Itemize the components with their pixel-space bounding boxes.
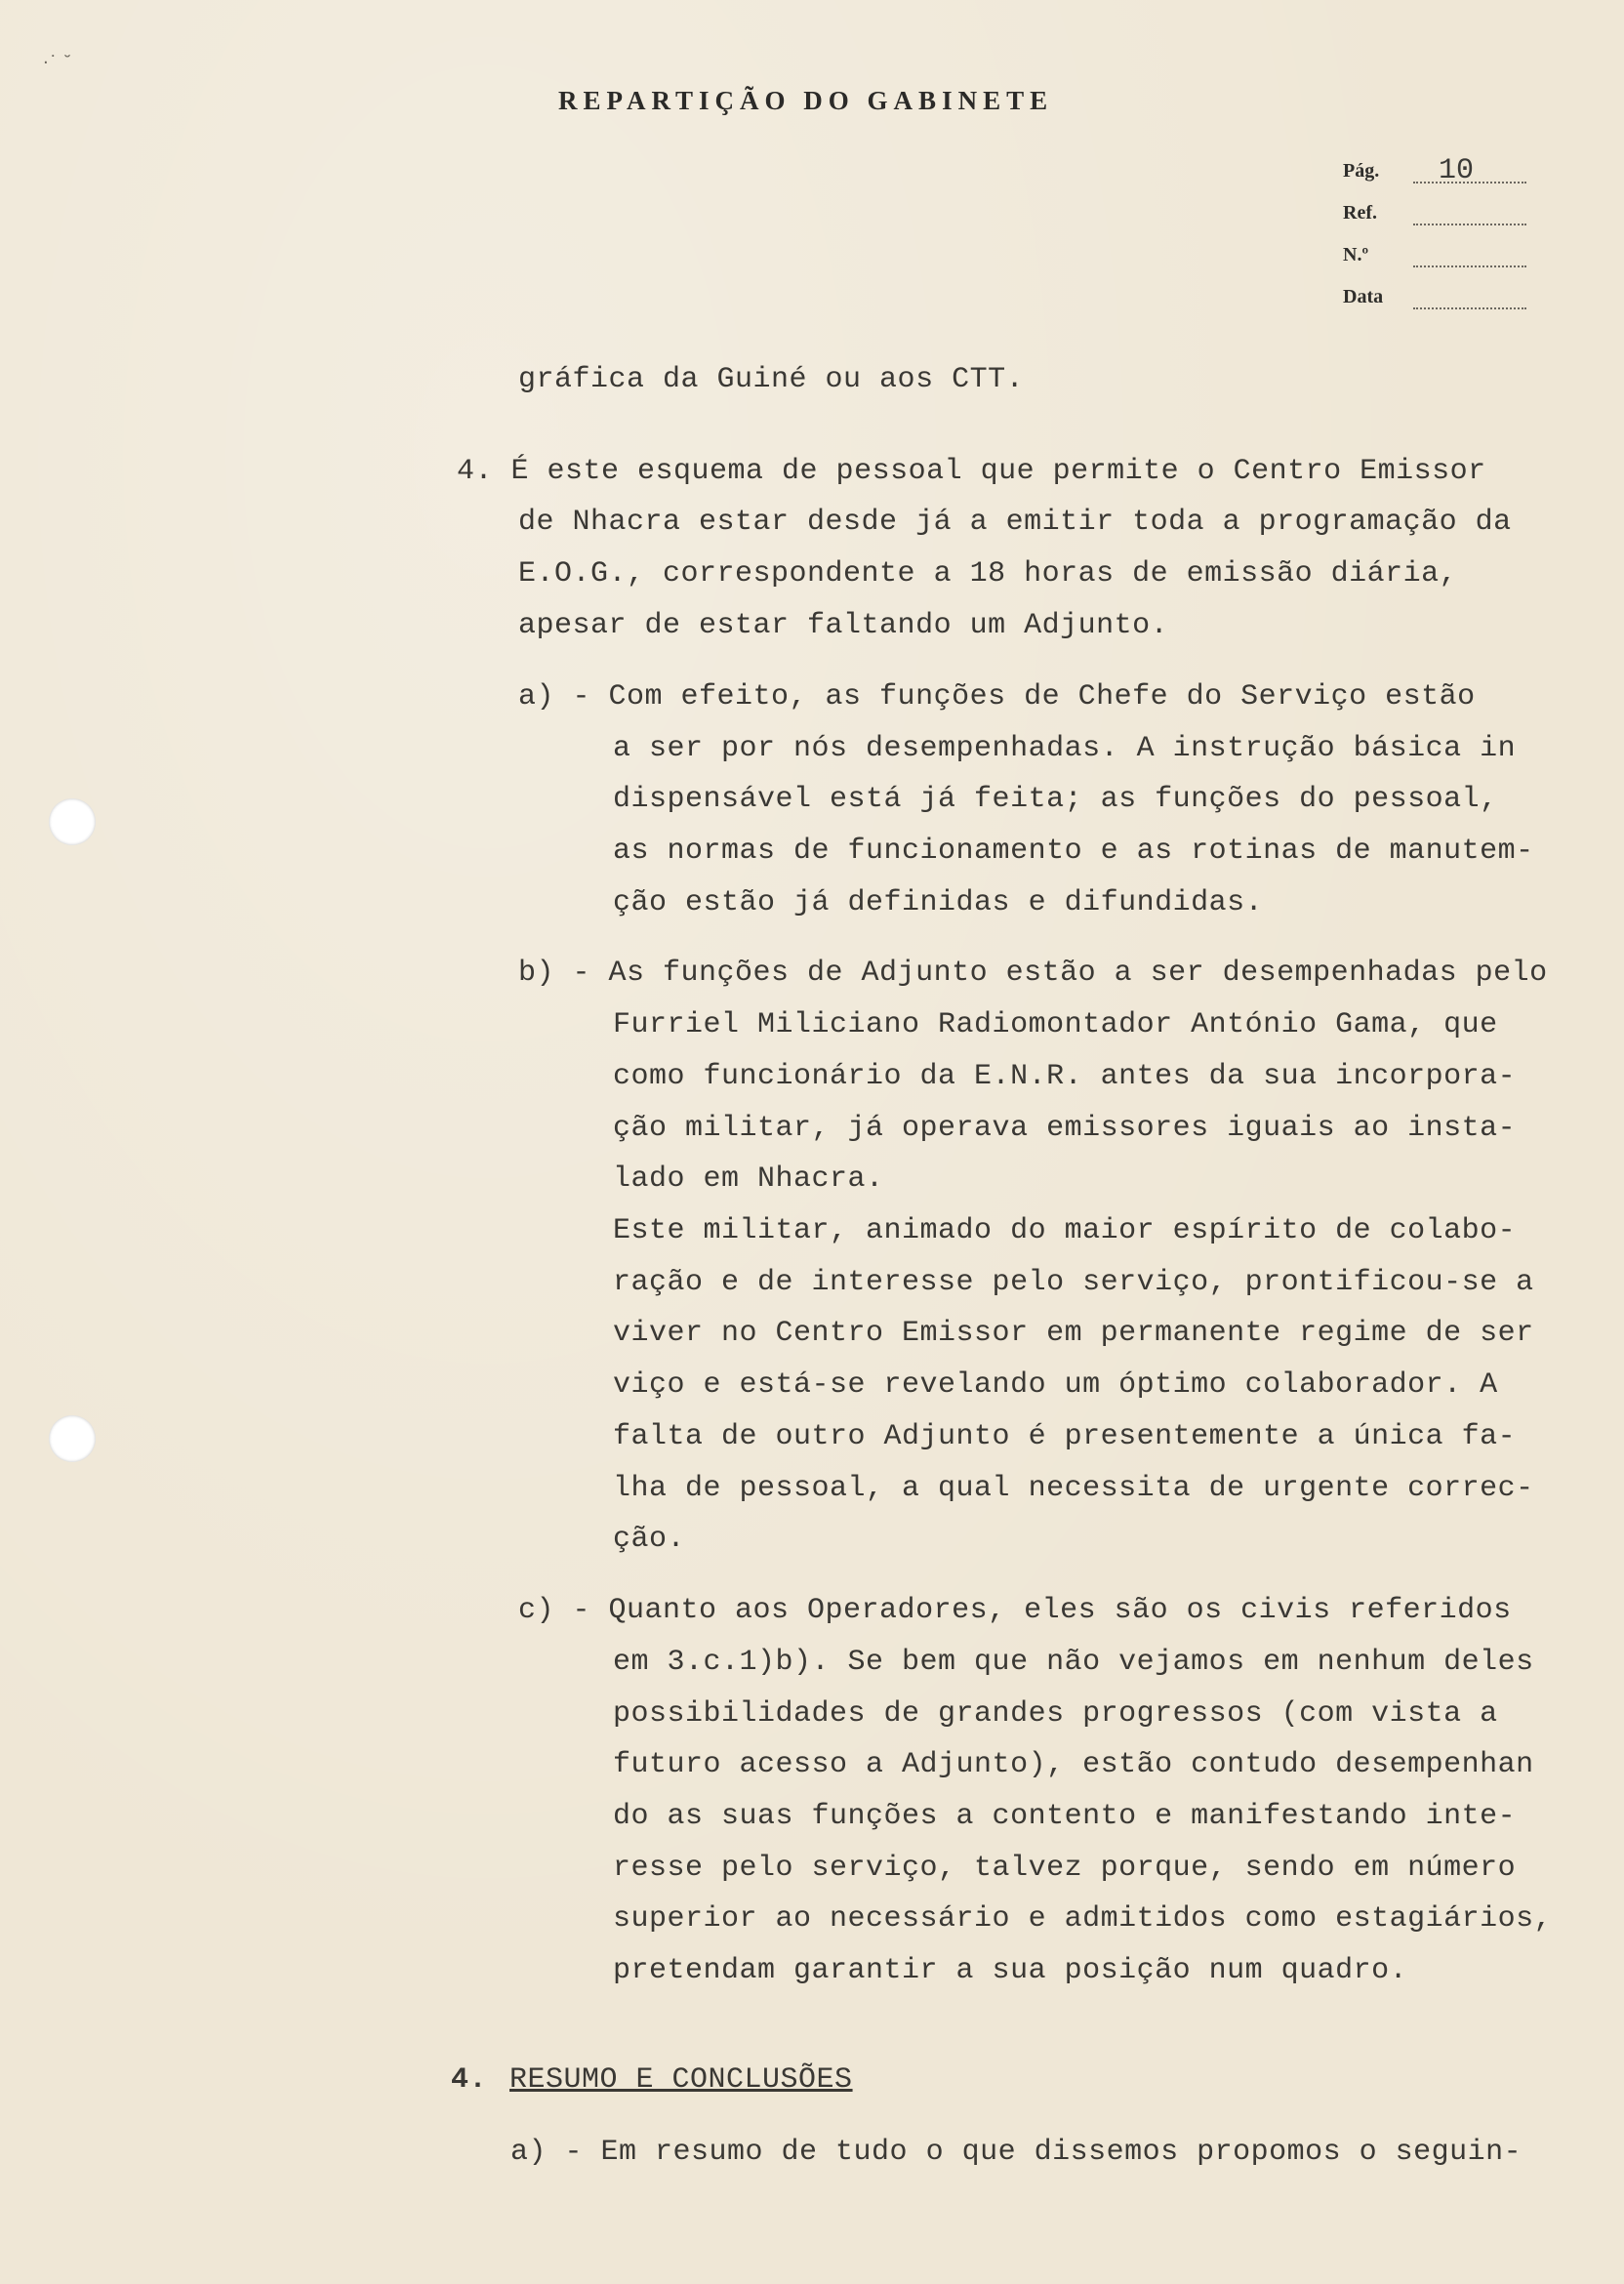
- text-line: dispensável está já feita; as funções do pessoal,: [613, 783, 1498, 816]
- text-line: b) - As funções de Adjunto estão a ser desempenhadas pelo: [518, 957, 1548, 990]
- text-line: a) - Em resumo de tudo o que dissemos propomos o seguin-: [510, 2136, 1522, 2169]
- ref-label: Ref.: [1343, 202, 1377, 224]
- date-label: Data: [1343, 286, 1384, 307]
- text-line: ração e de interesse pelo serviço, prontificou-se a: [613, 1266, 1534, 1299]
- number-line: [1413, 265, 1526, 267]
- text-line: superior ao necessário e admitidos como estagiários,: [613, 1902, 1553, 1936]
- text-line: a ser por nós desempenhadas. A instrução básica in: [613, 732, 1517, 765]
- text-line: em 3.c.1)b). Se bem que não vejamos em nenhum deles: [613, 1646, 1534, 1679]
- ref-row: [1343, 202, 1407, 244]
- text-line: de Nhacra estar desde já a emitir toda a programação da: [518, 506, 1512, 539]
- text-line: ção.: [613, 1523, 686, 1556]
- text-line: do as suas funções a contento e manifestando inte-: [613, 1800, 1517, 1833]
- text-line: Este militar, animado do maior espírito de colabo-: [613, 1214, 1517, 1247]
- reference-box: [1343, 154, 1475, 328]
- text-line: como funcionário da E.N.R. antes da sua incorpora-: [613, 1060, 1517, 1093]
- text-line: resse pelo serviço, talvez porque, sendo em número: [613, 1852, 1517, 1885]
- text-line: apesar de estar faltando um Adjunto.: [518, 609, 1169, 642]
- ref-line: [1413, 224, 1526, 225]
- section-number: 4.: [451, 2063, 488, 2097]
- text-line: viço e está-se revelando um óptimo colaborador. A: [613, 1368, 1498, 1402]
- text-line: Furriel Miliciano Radiomontador António Gama, que: [613, 1008, 1498, 1041]
- punch-hole-top: [49, 798, 96, 845]
- text-line: c) - Quanto aos Operadores, eles são os civis referidos: [518, 1594, 1512, 1627]
- punch-hole-bottom: [49, 1415, 96, 1462]
- text-line: ção militar, já operava emissores iguais ao insta-: [613, 1112, 1517, 1145]
- letterhead-title: REPARTIÇÃO DO GABINETE: [558, 86, 1054, 115]
- text-line: possibilidades de grandes progressos (com vista a: [613, 1697, 1498, 1731]
- text-line: a) - Com efeito, as funções de Chefe do Serviço estão: [518, 680, 1476, 714]
- corner-marks: ·˙ ˘: [43, 53, 72, 73]
- date-row: [1343, 286, 1407, 328]
- section-heading: RESUMO E CONCLUSÕES: [509, 2063, 853, 2097]
- text-line: viver no Centro Emissor em permanente regime de ser: [613, 1317, 1534, 1350]
- text-line: lha de pessoal, a qual necessita de urgente correc-: [613, 1472, 1534, 1505]
- text-line: falta de outro Adjunto é presentemente a única fa-: [613, 1420, 1517, 1453]
- page-label: Pág.: [1343, 160, 1380, 182]
- text-line: futuro acesso a Adjunto), estão contudo desempenhan: [613, 1748, 1534, 1781]
- text-line: gráfica da Guiné ou aos CTT.: [518, 363, 1025, 396]
- text-line: 4. É este esquema de pessoal que permite o Centro Emissor: [457, 455, 1486, 488]
- text-line: E.O.G., correspondente a 18 horas de emissão diária,: [518, 557, 1458, 591]
- text-line: pretendam garantir a sua posição num quadro.: [613, 1954, 1408, 1987]
- page-number: 10: [1439, 154, 1475, 187]
- date-line: [1413, 307, 1526, 309]
- text-line: as normas de funcionamento e as rotinas de manutem-: [613, 835, 1534, 868]
- text-line: ção estão já definidas e difundidas.: [613, 886, 1264, 919]
- text-line: lado em Nhacra.: [613, 1162, 884, 1196]
- number-row: [1343, 244, 1407, 286]
- page-row: [1343, 154, 1475, 202]
- number-label: N.º: [1343, 244, 1369, 265]
